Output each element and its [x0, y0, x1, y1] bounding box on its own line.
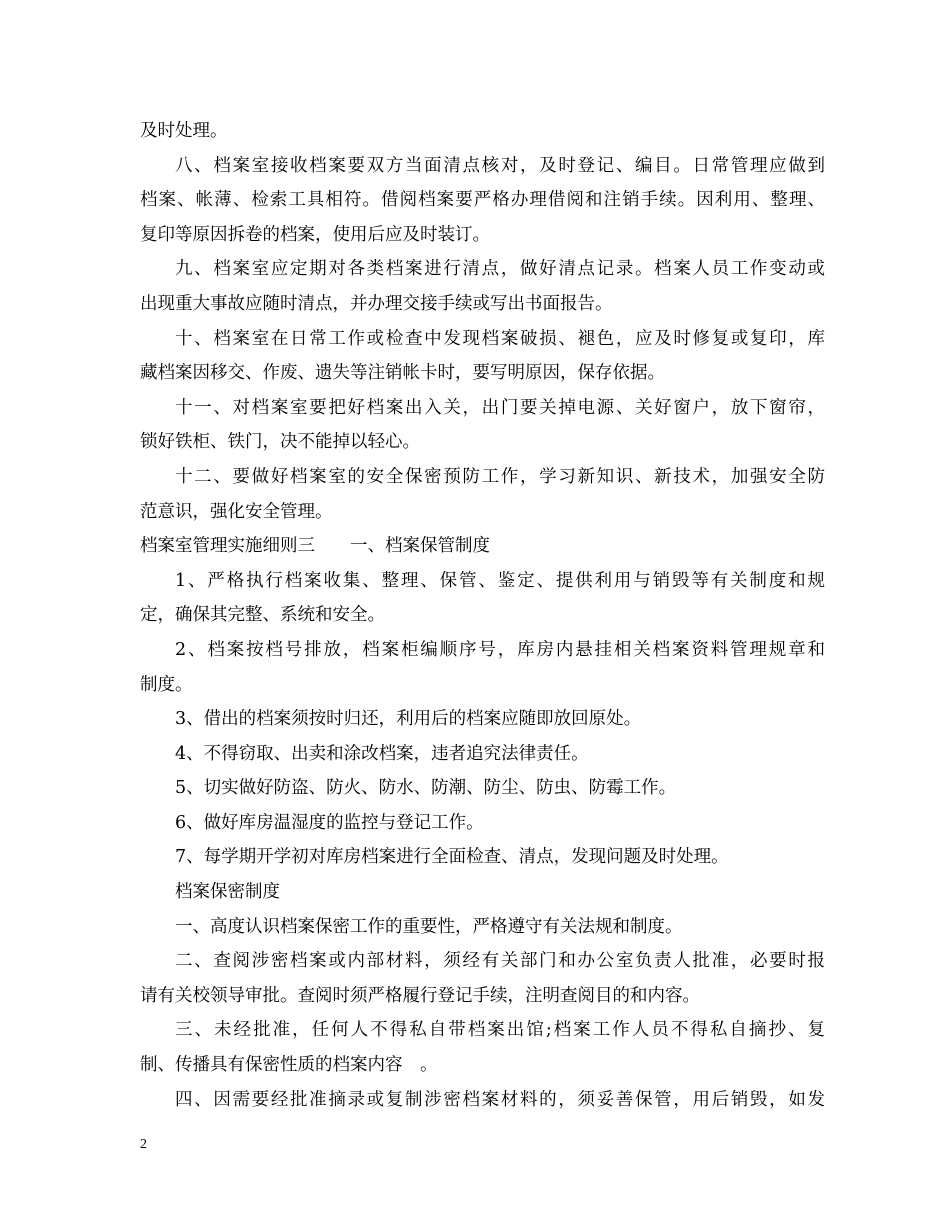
text-line: 复印等原因拆卷的档案，使用后应及时装订。 [140, 224, 490, 245]
text-line: 三、未经批准，任何人不得私自带档案出馆;档案工作人员不得私自摘抄、复 [175, 1020, 825, 1041]
text-line: 档案室管理实施细则三 一、档案保管制度 [140, 536, 490, 557]
text-line: 出现重大事故应随时清点，并办理交接手续或写出书面报告。 [140, 293, 613, 314]
text-line: 5、切实做好防盗、防火、防水、防潮、防尘、防虫、防霉工作。 [175, 778, 677, 799]
text-line: 请有关校领导审批。查阅时须严格履行登记手续，注明查阅目的和内容。 [140, 985, 700, 1006]
text-line: 及时处理。 [140, 121, 228, 141]
text-line: 一、高度认识档案保密工作的重要性，严格遵守有关法规和制度。 [175, 916, 683, 937]
page-number: 2 [140, 1137, 147, 1152]
text-line: 十、档案室在日常工作或检查中发现档案破损、褪色，应及时修复或复印，库 [175, 328, 825, 349]
text-line: 十二、要做好档案室的安全保密预防工作，学习新知识、新技术，加强安全防 [175, 466, 825, 487]
text-line: 藏档案因移交、作废、遗失等注销帐卡时，要写明原因，保存依据。 [140, 363, 665, 384]
text-line: 2、档案按档号排放，档案柜编顺序号，库房内悬挂相关档案资料管理规章和 [175, 639, 825, 660]
text-line: 十一、对档案室要把好档案出入关，出门要关掉电源、关好窗户，放下窗帘， [175, 397, 825, 418]
text-line: 7、每学期开学初对库房档案进行全面检查、清点，发现问题及时处理。 [175, 847, 729, 868]
text-line: 四、因需要经批准摘录或复制涉密档案材料的，须妥善保管，用后销毁，如发 [175, 1089, 825, 1110]
text-line: 制度。 [140, 674, 193, 695]
text-line: 4、不得窃取、出卖和涂改档案，违者追究法律责任。 [175, 743, 589, 764]
text-line: 3、借出的档案须按时归还，利用后的档案应随即放回原处。 [175, 709, 642, 730]
text-line: 九、档案室应定期对各类档案进行清点，做好清点记录。档案人员工作变动或 [175, 259, 825, 280]
text-line: 档案、帐薄、检索工具相符。借阅档案要严格办理借阅和注销手续。因利用、整理、 [140, 190, 825, 211]
text-line: 范意识，强化安全管理。 [140, 501, 333, 522]
text-line: 6、做好库房温湿度的监控与登记工作。 [175, 812, 484, 833]
text-line: 八、档案室接收档案要双方当面清点核对，及时登记、编目。日常管理应做到 [175, 155, 825, 176]
text-line: 定，确保其完整、系统和安全。 [140, 605, 385, 626]
text-line: 锁好铁柜、铁门，决不能掉以轻心。 [140, 432, 420, 453]
text-line: 1、严格执行档案收集、整理、保管、鉴定、提供利用与销毁等有关制度和规 [175, 570, 825, 591]
text-line: 制、传播具有保密性质的档案内容 。 [140, 1055, 438, 1076]
text-line: 档案保密制度 [175, 882, 280, 903]
document-body [140, 114, 825, 1117]
text-line: 二、查阅涉密档案或内部材料，须经有关部门和办公室负责人批准，必要时报 [175, 951, 825, 972]
